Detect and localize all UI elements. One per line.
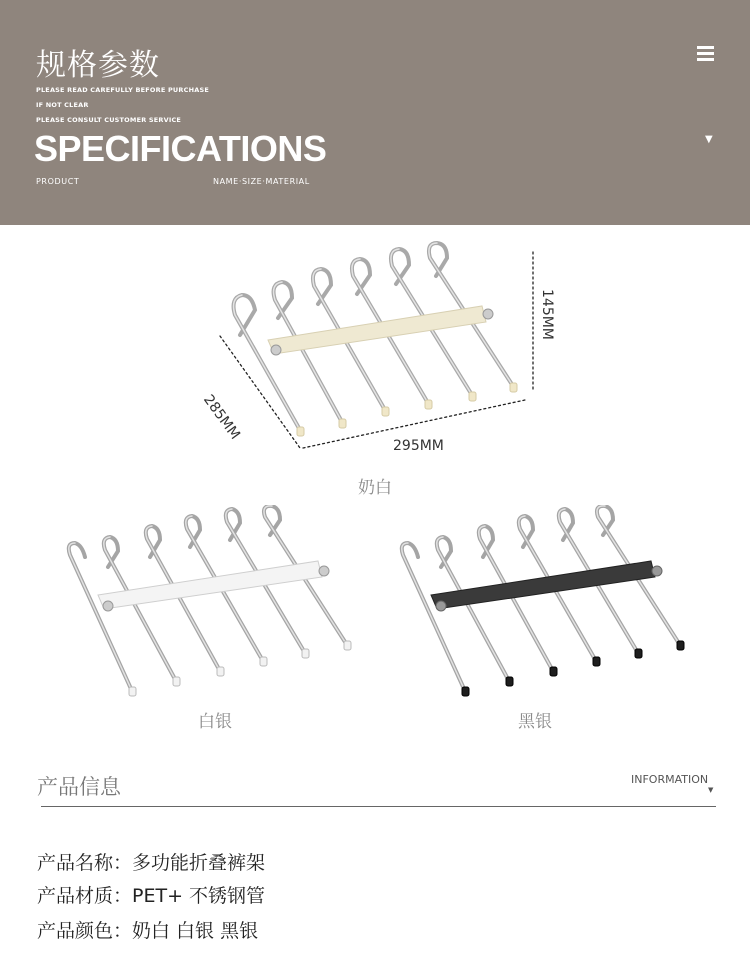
triangle-down-small-icon: ▼ bbox=[708, 786, 714, 794]
spec-value: PET+ 不锈钢管 bbox=[132, 885, 266, 907]
spec-value: 奶白 白银 黑银 bbox=[132, 920, 259, 942]
caption-white-silver: 白银 bbox=[198, 712, 232, 732]
spec-row-material bbox=[37, 881, 265, 908]
notice-line-2: IF NOT CLEAR bbox=[36, 101, 89, 109]
product-image-cream bbox=[200, 240, 570, 470]
info-heading-en: INFORMATION bbox=[631, 773, 709, 786]
page-title-en: SPECIFICATIONS bbox=[34, 128, 327, 169]
product-label: PRODUCT bbox=[36, 177, 80, 186]
notice-line-3: PLEASE CONSULT CUSTOMER SERVICE bbox=[36, 116, 182, 124]
caption-cream: 奶白 bbox=[358, 478, 392, 498]
header-banner bbox=[0, 0, 750, 225]
spec-row-color bbox=[37, 916, 258, 943]
height-dimension: 145MM bbox=[539, 289, 555, 340]
name-size-material-label: NAME·SIZE·MATERIAL bbox=[213, 177, 310, 186]
product-image-black-silver bbox=[393, 505, 693, 700]
spec-value: 多功能折叠裤架 bbox=[132, 852, 266, 874]
spec-label: 产品名称： bbox=[37, 852, 133, 874]
caption-black-silver: 黑银 bbox=[518, 712, 552, 732]
rack-drawing bbox=[220, 243, 533, 448]
info-heading: 产品信息 bbox=[37, 775, 121, 799]
page-title-cn: 规格参数 bbox=[36, 48, 160, 83]
spec-row-name bbox=[37, 848, 265, 875]
width-dimension: 295MM bbox=[393, 438, 444, 454]
divider bbox=[41, 806, 716, 807]
spec-label: 产品颜色： bbox=[37, 920, 133, 942]
menu-icon[interactable] bbox=[697, 46, 714, 64]
product-image-white-silver bbox=[60, 505, 360, 700]
triangle-down-icon: ▼ bbox=[705, 134, 713, 145]
notice-line-1: PLEASE READ CAREFULLY BEFORE PURCHASE bbox=[36, 86, 209, 94]
spec-label: 产品材质： bbox=[37, 885, 133, 907]
depth-dimension: 285MM bbox=[200, 392, 243, 443]
